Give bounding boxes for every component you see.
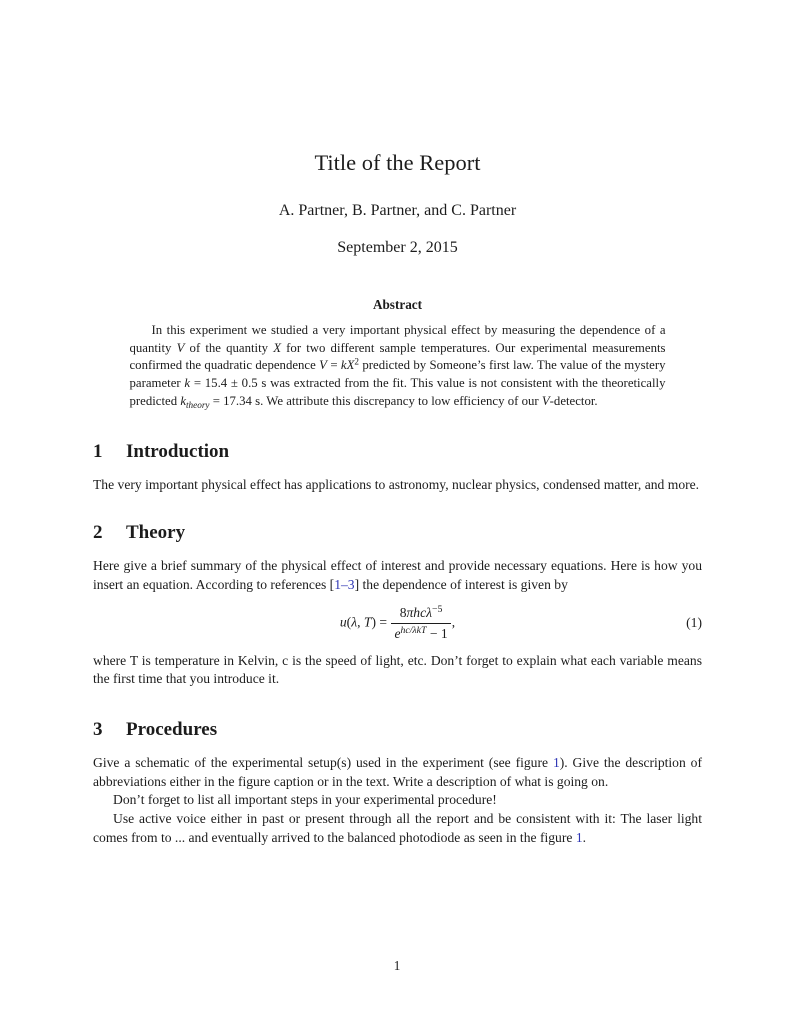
section-heading-procedures <box>93 720 702 741</box>
abstract-body <box>130 322 666 411</box>
citation-link[interactable]: 1–3 <box>334 576 355 592</box>
text-run: ) = <box>371 614 391 630</box>
text-run: Here give a brief summary of the physical effect of interest and provide necessary equations. Here is how you insert an equation. According to references [ <box>93 558 702 592</box>
date-line: September 2, 2015 <box>337 238 458 256</box>
theory-paragraph <box>93 557 702 594</box>
text-run: 8 <box>399 604 407 620</box>
fraction-numerator <box>397 605 446 623</box>
text-run: for two different sample temperatures. Our experimental measurements confirmed the quadratic dependence <box>129 340 666 373</box>
text-run: . <box>582 829 587 845</box>
authors-line: A. Partner, B. Partner, and C. Partner <box>278 201 517 219</box>
theory-continuation-paragraph <box>93 652 702 689</box>
text-run: The very important physical effect has applications to astronomy, nuclear physics, condensed matter, and more. <box>93 476 700 492</box>
text-run: V <box>319 358 327 373</box>
text-run: e <box>394 625 401 641</box>
text-run: Use active voice either in past or present through all the report and be consistent with it: The laser light comes from to ... and eventually arrived to the balanced photodiode as seen in the figure <box>93 810 702 845</box>
text-run: kX <box>340 358 355 373</box>
section-title: Procedures <box>126 719 218 740</box>
text-run: 2 <box>354 356 360 367</box>
section-number: 1 <box>93 440 103 462</box>
text-run: − 1 <box>426 625 448 641</box>
equation-1 <box>93 605 702 642</box>
text-run: ). Give the description of abbreviations either in the figure caption or in the text. Write a description of what is going on. <box>93 754 702 789</box>
introduction-paragraph <box>93 476 702 495</box>
equation-trailing-comma: , <box>451 614 456 630</box>
text-run: V <box>541 394 550 408</box>
page-number: 1 <box>393 958 401 973</box>
text-run: πhcλ <box>406 604 433 620</box>
text-run: theory <box>186 399 210 410</box>
procedures-paragraph-1 <box>93 754 702 791</box>
figure-ref-link[interactable]: 1 <box>575 829 583 845</box>
equation-number: (1) <box>686 615 702 631</box>
text-run: k <box>184 376 191 391</box>
text-run: = 17.34 s. We attribute this discrepancy to low efficiency of our <box>209 394 542 408</box>
section-title: Theory <box>126 522 186 544</box>
equation-lhs <box>340 614 391 629</box>
equation-content <box>340 605 455 642</box>
section-number: 2 <box>93 522 103 544</box>
text-run: where T is temperature in Kelvin, c is the speed of light, etc. Don’t forget to explain what each variable means the first time that you introduce it. <box>93 652 702 687</box>
text-run: hc/λkT <box>400 624 427 636</box>
text-run: , <box>357 614 364 630</box>
document-title: Title of the Report <box>314 150 481 175</box>
text-run: X <box>273 340 282 355</box>
section-heading-theory <box>93 523 702 544</box>
text-run: λ <box>351 614 358 630</box>
text-run: = 15.4 ± 0.5 s was extracted from the fit. This value is not consistent with the theoretically predicted <box>129 376 666 408</box>
text-run: T <box>363 614 372 630</box>
abstract-block <box>130 297 666 411</box>
fraction-denominator <box>391 623 450 642</box>
text-run: = <box>326 358 341 373</box>
text-run: ( <box>346 614 352 630</box>
text-run: V <box>176 340 185 355</box>
text-run: u <box>339 614 347 630</box>
figure-ref-link[interactable]: 1 <box>552 754 560 770</box>
text-run: −5 <box>432 603 443 615</box>
text-run: of the quantity <box>184 340 274 355</box>
section-heading-introduction <box>93 442 702 463</box>
text-run: Don’t forget to list all important steps in your experimental procedure! <box>113 792 497 808</box>
text-run: predicted by Someone’s first law. The value of the mystery parameter <box>129 358 666 391</box>
procedures-paragraph-2 <box>93 791 702 810</box>
text-run: k <box>180 394 186 408</box>
text-run: -detector. <box>549 394 598 408</box>
text-run: Give a schematic of the experimental setup(s) used in the experiment (see figure <box>93 754 553 770</box>
procedures-paragraph-3 <box>93 810 702 847</box>
equation-fraction <box>391 605 450 642</box>
section-title: Introduction <box>126 440 230 462</box>
text-run: ] the dependence of interest is given by <box>354 576 568 592</box>
section-number: 3 <box>93 719 103 740</box>
text-run: In this experiment we studied a very important physical effect by measuring the dependence of a quantity <box>129 322 666 355</box>
abstract-heading: Abstract <box>372 296 423 312</box>
